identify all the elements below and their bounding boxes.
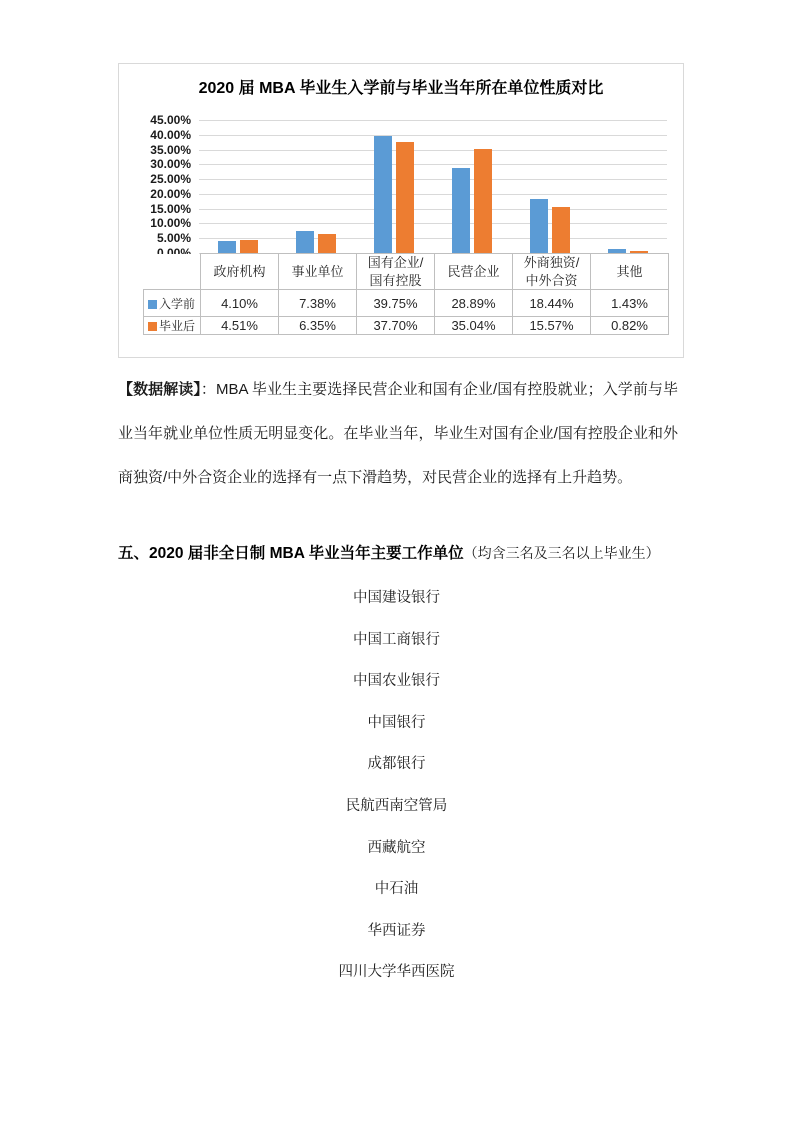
- y-axis-tick-label: 25.00%: [150, 172, 191, 187]
- y-axis-tick-label: 20.00%: [150, 186, 191, 201]
- bar-毕业后: [318, 234, 336, 253]
- chart-title: 2020 届 MBA 毕业生入学前与毕业当年所在单位性质对比: [198, 80, 604, 97]
- bar-毕业后: [240, 240, 258, 253]
- category-header: 事业单位: [279, 254, 357, 290]
- legend-swatch-icon: [148, 300, 157, 309]
- bar-毕业后: [630, 251, 648, 253]
- company-item: 中国农业银行: [353, 673, 440, 690]
- value-cell: 15.57%: [513, 317, 591, 335]
- bar-group: [589, 120, 667, 253]
- value-cell: 37.70%: [357, 317, 435, 335]
- category-header-row: [144, 254, 669, 290]
- value-cell: 35.04%: [435, 317, 513, 335]
- company-item: 华西证券: [367, 922, 426, 939]
- interpretation-label: 【数据解读】: [118, 381, 201, 398]
- y-axis-tick-label: 5.00%: [156, 231, 191, 246]
- bar-入学前: [374, 136, 392, 253]
- category-header: 国有企业/ 国有控股: [357, 254, 435, 290]
- company-list: [0, 578, 793, 994]
- company-item: 四川大学华西医院: [338, 964, 455, 981]
- y-axis-tick-label: 40.00%: [150, 127, 191, 142]
- section-heading-note: （均含三名及三名以上毕业生）: [463, 545, 660, 561]
- series-row: [144, 317, 669, 335]
- legend-label: 入学前: [159, 296, 196, 311]
- section-heading-title: 五、2020 届非全日制 MBA 毕业当年主要工作单位: [118, 545, 464, 562]
- value-cell: 39.75%: [357, 290, 435, 317]
- legend-label: 毕业后: [159, 319, 196, 334]
- category-header: 民营企业: [435, 254, 513, 290]
- company-item: 中国工商银行: [353, 631, 440, 648]
- bar-group: [355, 120, 433, 253]
- category-header: 政府机构: [201, 254, 279, 290]
- category-header: 其他: [591, 254, 669, 290]
- value-cell: 0.82%: [591, 317, 669, 335]
- company-item: 中石油: [374, 881, 419, 898]
- company-item: 成都银行: [367, 756, 426, 773]
- y-axis-tick-label: 15.00%: [150, 201, 191, 216]
- value-cell: 4.10%: [201, 290, 279, 317]
- bar-group: [277, 120, 355, 253]
- unit-comparison-chart: [118, 63, 684, 358]
- bar-毕业后: [552, 207, 570, 253]
- y-axis-tick-label: 35.00%: [150, 142, 191, 157]
- category-header: 外商独资/ 中外合资: [513, 254, 591, 290]
- value-cell: 28.89%: [435, 290, 513, 317]
- table-corner: [144, 254, 201, 290]
- bar-毕业后: [396, 142, 414, 253]
- company-item: 西藏航空: [367, 839, 426, 856]
- value-cell: 6.35%: [279, 317, 357, 335]
- bar-group: [433, 120, 511, 253]
- plot-area: [199, 120, 667, 253]
- y-axis-tick-label: 45.00%: [150, 113, 191, 127]
- bar-毕业后: [474, 149, 492, 253]
- bar-入学前: [608, 249, 626, 253]
- interpretation-text: ：MBA 毕业生主要选择民营企业和国有企业/国有控股就业；入学前与毕业当年就业单位性质无明显变化。在毕业当年，毕业生对国有企业/国有控股企业和外商独资/中外合资企业的选择有一点下滑趋势，对民营企业的选择有上升趋势。: [118, 381, 678, 486]
- y-axis: [119, 113, 191, 253]
- bar-入学前: [218, 241, 236, 253]
- interpretation-paragraph: [118, 368, 678, 500]
- legend-入学前: [144, 290, 201, 317]
- series-row: [144, 290, 669, 317]
- value-cell: 18.44%: [513, 290, 591, 317]
- company-item: 中国银行: [367, 714, 426, 731]
- bar-group: [511, 120, 589, 253]
- bar-入学前: [296, 231, 314, 253]
- y-axis-tick-label: 30.00%: [150, 157, 191, 172]
- chart-data-table: [143, 253, 669, 335]
- section-heading: [118, 541, 758, 563]
- value-cell: 7.38%: [279, 290, 357, 317]
- legend-swatch-icon: [148, 322, 157, 331]
- y-axis-tick-label: 10.00%: [150, 216, 191, 231]
- value-cell: 1.43%: [591, 290, 669, 317]
- legend-毕业后: [144, 317, 201, 335]
- company-item: 中国建设银行: [353, 590, 440, 606]
- bar-入学前: [452, 168, 470, 253]
- bar-入学前: [530, 199, 548, 254]
- value-cell: 4.51%: [201, 317, 279, 335]
- company-item: 民航西南空管局: [345, 797, 448, 814]
- bar-group: [199, 120, 277, 253]
